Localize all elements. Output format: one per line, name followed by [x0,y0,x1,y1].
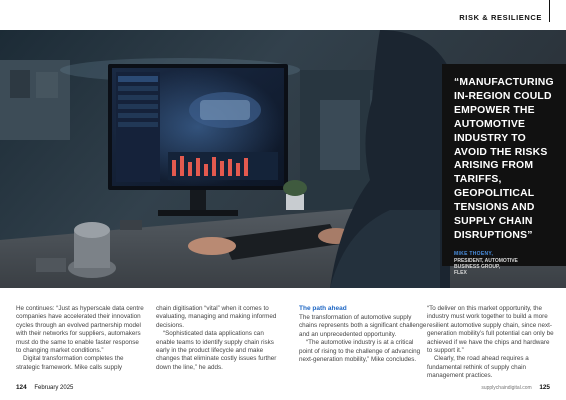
article-column-3 [299,305,427,364]
article-column-1 [16,305,144,372]
footer-left [16,384,73,391]
page-number-left: 124 [16,384,27,391]
pull-quote-panel [442,64,566,276]
paragraph: chain digitisation “vital” when it comes to evaluating, managing and making informed decisions. [156,305,277,329]
paragraph: Clearly, the road ahead requires a fundamental rethink of supply chain management practices. [427,355,529,380]
paragraph: The transformation of automotive supply chains represents both a significant challenge and an unprecedented opportunity. [299,313,427,338]
issue-date: February 2025 [34,385,74,391]
section-rule [549,0,550,22]
section-header [0,0,566,30]
paragraph: “The automotive industry is at a critical point of rising to the challenge of advancing next-generation mobility,” Mike concludes. [299,339,421,363]
quote-attribution-title: PRESIDENT, AUTOMOTIVE BUSINESS GROUP, FLEX [454,257,518,276]
website-url[interactable]: supplychaindigital.com [481,385,532,391]
paragraph: He continues: “Just as hyperscale data centre companies have accelerated their innovation cycles through an evolved partnership model with their networks for suppliers, automakers must do the same to enable faster response to changing market conditions.” [16,305,144,355]
footer-right [481,384,550,391]
article-column-4 [427,305,555,381]
paragraph: Digital transformation completes the strategic framework. Mike calls supply [16,355,124,371]
pull-quote-text: “MANUFACTURING IN-REGION COULD EMPOWER THE AUTOMOTIVE INDUSTRY TO AVOID THE RISKS ARISING FROM TARIFFS, GEOPOLITICAL TENSIONS AND SUPPLY CHAIN DISRUPTIONS” [454,77,554,241]
section-label: RISK & RESILIENCE [459,13,542,22]
subheading: The path ahead [299,305,347,312]
page-number-right: 125 [539,384,550,391]
quote-attribution-name: MIKE THOENY, [454,250,494,257]
article-column-2 [156,305,284,372]
paragraph: “To deliver on this market opportunity, the industry must work together to build a more resilient automotive supply chain, since next-generation mobility’s full potential can only be achieved if we have the chips and hardware to support it.” [427,305,554,355]
paragraph: “Sophisticated data applications can enable teams to identify supply chain risks early in the product lifecycle and make changes that eliminate costly issues further down the line,” he adds. [156,330,277,371]
